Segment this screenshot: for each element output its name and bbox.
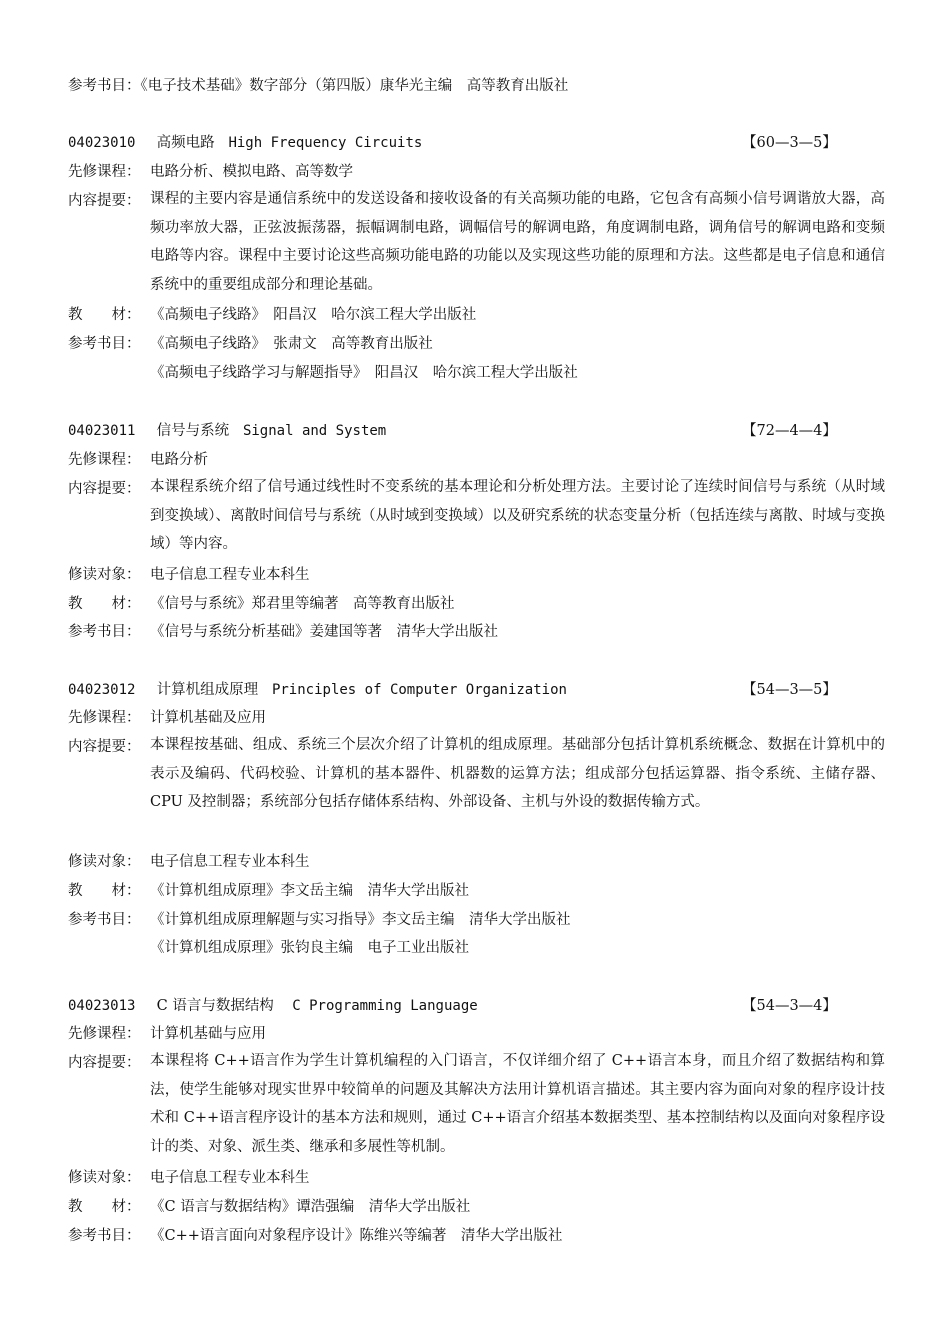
refs-line bbox=[68, 622, 498, 642]
textbook-text: 《高频电子线路》 阳昌汉 哈尔滨工程大学出版社 bbox=[150, 307, 477, 323]
course-name-cn: 高频电路 bbox=[156, 135, 215, 151]
course-name-en: Principles of Computer Organization bbox=[271, 682, 567, 698]
ref-item: 《高频电子线路》 张肃文 高等教育出版社 bbox=[150, 336, 433, 352]
course-code: 04023011 bbox=[68, 423, 136, 439]
target-text: 电子信息工程专业本科生 bbox=[150, 854, 310, 870]
ref-item: 《C++语言面向对象程序设计》陈维兴等编著 清华大学出版社 bbox=[150, 1228, 563, 1244]
content-label: 内容提要： bbox=[68, 1055, 141, 1071]
top-reference-line bbox=[68, 76, 568, 96]
course-hours: 【72—4—4】 bbox=[742, 423, 837, 439]
target-label: 修读对象： bbox=[68, 854, 141, 870]
prereq-label: 先修课程： bbox=[68, 452, 141, 468]
prereq-label: 先修课程： bbox=[68, 164, 141, 180]
refs-label: 参考书目： bbox=[68, 624, 141, 640]
target-line bbox=[68, 1168, 310, 1188]
ref-item: 《计算机组成原理解题与实习指导》李文岳主编 清华大学出版社 bbox=[150, 912, 571, 928]
target-line bbox=[68, 852, 310, 872]
textbook-line bbox=[68, 594, 455, 614]
refs-label: 参考书目： bbox=[68, 1228, 141, 1244]
course-code: 04023010 bbox=[68, 135, 136, 151]
ref-item: 《高频电子线路学习与解题指导》 阳昌汉 哈尔滨工程大学出版社 bbox=[150, 365, 578, 381]
course-hours: 【54—3—5】 bbox=[742, 682, 837, 698]
course-name-cn: C 语言与数据结构 bbox=[156, 998, 274, 1014]
textbook-text: 《C 语言与数据结构》谭浩强编 清华大学出版社 bbox=[150, 1199, 471, 1215]
prereq-line bbox=[68, 1024, 266, 1044]
textbook-label: 教 材： bbox=[68, 307, 141, 323]
target-line bbox=[68, 565, 310, 585]
prereq-text: 电路分析 bbox=[150, 452, 208, 468]
ref-item: 《计算机组成原理》张钧良主编 电子工业出版社 bbox=[150, 940, 469, 956]
course-header bbox=[68, 680, 567, 700]
course-code: 04023013 bbox=[68, 998, 136, 1014]
textbook-label: 教 材： bbox=[68, 883, 141, 899]
refs-line bbox=[68, 334, 433, 354]
target-label: 修读对象： bbox=[68, 567, 141, 583]
course-hours: 【60—3—5】 bbox=[742, 135, 837, 151]
content-text: 本课程将 C++语言作为学生计算机编程的入门语言，不仅详细介绍了 C++语言本身，而且介绍了数据结构和算法，使学生能够对现实世界中较简单的问题及其解决方法用计算机语言描述。其主要内容为面向对象的程序设计技术和 C++语言程序设计的基本方法和规则，通过 C++语言介绍基本数据类型、基本控制结构以及面向对象程序设计的类、对象、派生类、继承和多展性等机制。 bbox=[150, 1053, 885, 1155]
course-code: 04023012 bbox=[68, 682, 136, 698]
prereq-line bbox=[68, 708, 266, 728]
course-hours: 【54—3—4】 bbox=[742, 998, 837, 1014]
content-text: 本课程系统介绍了信号通过线性时不变系统的基本理论和分析处理方法。主要讨论了连续时间信号与系统（从时域到变换域）、离散时间信号与系统（从时域到变换域）以及研究系统的状态变量分析（包括连续与离散、时域与变换域）等内容。 bbox=[150, 479, 885, 553]
course-name-cn: 计算机组成原理 bbox=[156, 682, 259, 698]
textbook-label: 教 材： bbox=[68, 1199, 141, 1215]
content-label: 内容提要： bbox=[68, 481, 141, 497]
textbook-line bbox=[68, 881, 469, 901]
course-name-en: Signal and System bbox=[242, 423, 387, 439]
prereq-text: 计算机基础及应用 bbox=[150, 710, 266, 726]
content-label: 内容提要： bbox=[68, 193, 141, 209]
course-header bbox=[68, 133, 422, 153]
prereq-line bbox=[68, 162, 353, 182]
textbook-line bbox=[68, 305, 476, 325]
content-label: 内容提要： bbox=[68, 739, 141, 755]
course-name-cn: 信号与系统 bbox=[156, 423, 230, 439]
course-name-en: C Programming Language bbox=[292, 998, 478, 1014]
textbook-line bbox=[68, 1197, 470, 1217]
refs-line bbox=[68, 910, 571, 930]
course-header bbox=[68, 996, 478, 1016]
refs-label: 参考书目： bbox=[68, 336, 141, 352]
prereq-text: 电路分析、模拟电路、高等数学 bbox=[150, 164, 353, 180]
refs-label: 参考书目： bbox=[68, 912, 141, 928]
reference-label: 参考书目： bbox=[68, 78, 141, 94]
refs-line bbox=[68, 1226, 562, 1246]
textbook-text: 《计算机组成原理》李文岳主编 清华大学出版社 bbox=[150, 883, 469, 899]
content-text: 本课程按基础、组成、系统三个层次介绍了计算机的组成原理。基础部分包括计算机系统概念、数据在计算机中的表示及编码、代码校验、计算机的基本器件、机器数的运算方法；组成部分包括运算器、指令系统、主储存器、CPU 及控制器；系统部分包括存储体系结构、外部设备、主机与外设的数据传输方式。 bbox=[150, 737, 885, 811]
course-header bbox=[68, 421, 386, 441]
target-text: 电子信息工程专业本科生 bbox=[150, 567, 310, 583]
prereq-text: 计算机基础与应用 bbox=[150, 1026, 266, 1042]
reference-text: 《电子技术基础》数字部分（第四版）康华光主编 高等教育出版社 bbox=[140, 78, 569, 94]
content-text: 课程的主要内容是通信系统中的发送设备和接收设备的有关高频功能的电路，它包含有高频小信号调谐放大器，高频功率放大器，正弦波振荡器，振幅调制电路，调幅信号的解调电路，角度调制电路，调角信号的解调电路和变频电路等内容。课程中主要讨论这些高频功能电路的功能以及实现这些功能的原理和方法。这些都是电子信息和通信系统中的重要组成部分和理论基础。 bbox=[150, 191, 885, 293]
textbook-label: 教 材： bbox=[68, 596, 141, 612]
prereq-label: 先修课程： bbox=[68, 710, 141, 726]
prereq-line bbox=[68, 450, 208, 470]
target-text: 电子信息工程专业本科生 bbox=[150, 1170, 310, 1186]
ref-item: 《信号与系统分析基础》姜建国等著 清华大学出版社 bbox=[150, 624, 498, 640]
course-name-en: High Frequency Circuits bbox=[228, 135, 423, 151]
target-label: 修读对象： bbox=[68, 1170, 141, 1186]
prereq-label: 先修课程： bbox=[68, 1026, 141, 1042]
textbook-text: 《信号与系统》郑君里等编著 高等教育出版社 bbox=[150, 596, 455, 612]
